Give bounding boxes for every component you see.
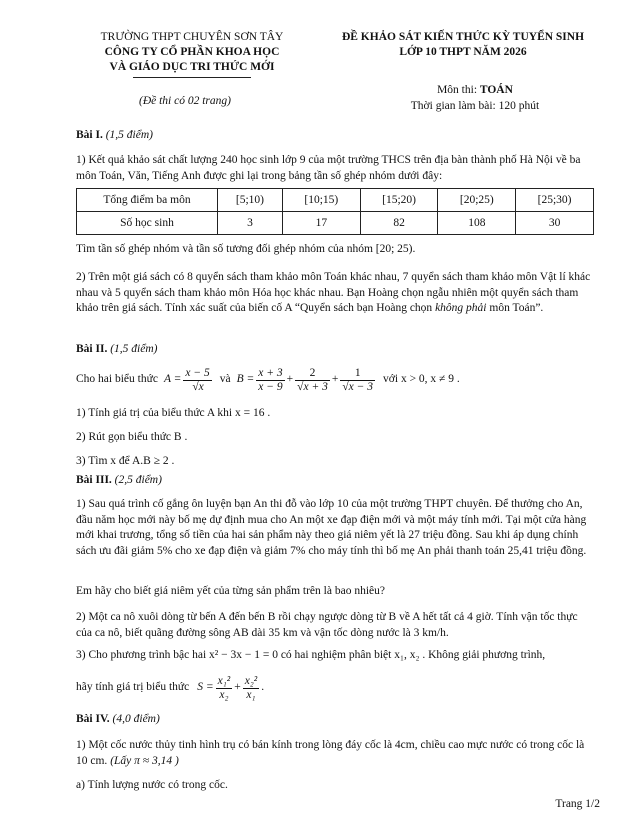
section-3-title: Bài III. <box>76 474 112 486</box>
section-3-p1-ask: Em hãy cho biết giá niêm yết của từng sản phẩm trên là bao nhiêu? <box>76 585 385 597</box>
school-name: TRƯỜNG THPT CHUYÊN SƠN TÂY <box>100 31 284 43</box>
section-4-pa: a) Tính lượng nước có trong cốc. <box>76 779 228 791</box>
section-1-title: Bài I. <box>76 129 103 141</box>
section-1-heading <box>76 128 596 144</box>
section-4-p1-text: 1) Một cốc nước thủy tinh hình trụ có bán kính trong lòng đáy cốc là 4cm, chiều cao mực nước có trong cốc là 10 cm. <box>76 739 585 767</box>
exam-title-line-2: LỚP 10 THPT NĂM 2026 <box>399 46 527 58</box>
section-4-p1-note: (Lấy π ≈ 3,14 ) <box>110 754 179 767</box>
section-3-points: (2,5 điểm) <box>114 474 162 486</box>
expression-a-label: A = <box>163 373 182 386</box>
exam-info <box>360 82 590 114</box>
expression-b-term-2: $\frac{2}{√x + 3}$ <box>297 366 328 393</box>
section-3-p3-text: hãy tính giá trị biểu thức <box>76 681 190 694</box>
pages-note: (Đề thi có 02 trang) <box>139 95 231 107</box>
expression-s-label: S = <box>197 681 214 694</box>
time-line: Thời gian làm bài: 120 phút <box>410 100 540 112</box>
section-3-p2: 2) Một ca nô xuôi dòng từ bến A đến bến B rồi chạy ngược dòng từ B về A hết tất cả 4 giờ. Tính vận tốc thực của ca nô, biết quãng đường sông AB dài 35 km và vận tốc dòng nước là 3 km/h. <box>76 611 578 639</box>
section-2-q2: 2) Rút gọn biểu thức B . <box>76 431 188 443</box>
table-cell: [15;20) <box>360 189 438 212</box>
table-cell: 17 <box>282 212 360 235</box>
section-3-p1: 1) Sau quá trình cố gắng ôn luyện bạn An thi đỗ vào lớp 10 của một trường THPT chuyên. Để thưởng cho An, đầu năm học mới này bố mẹ dự định mua cho An một xe đạp điện mới và một máy tính mới. Tại một cửa hàng mới khai trương, tổng số tiền của hai sản phẩm này theo giá niêm yết là 27 triệu đồng. Sau khi áp dụng chính sách ưu đãi giảm 5% cho xe đạp điện và giảm 7% cho máy tính thì bố mẹ An phải thanh toán 25,41 triệu đồng. <box>76 498 587 557</box>
table-cell: 30 <box>516 212 594 235</box>
exam-title-line-1: ĐỀ KHẢO SÁT KIẾN THỨC KỲ TUYỂN SINH <box>341 31 585 43</box>
section-1-points: (1,5 điểm) <box>105 129 153 141</box>
subject-line <box>360 82 590 98</box>
expression-a-fraction: $\frac{x - 5}{√x}$ <box>185 366 210 393</box>
table-cell: Tổng điểm ba môn <box>77 189 218 212</box>
section-2-title: Bài II. <box>76 343 108 355</box>
section-2-expressions: Cho hai biểu thức A = $\frac{x - 5}{√x}$ và B = $\frac{x + 3}{x - 9}$ + $\frac{2}{√x + 3}$ + $\frac{1}{√x - 3}$ với x > 0, x ≠ 9 . <box>76 366 460 393</box>
frequency-table <box>76 188 594 235</box>
company-line-2: VÀ GIÁO DỤC TRI THỨC MỚI <box>109 61 275 73</box>
table-row <box>77 212 594 235</box>
section-3-heading <box>76 473 596 489</box>
header-right <box>318 30 608 60</box>
table-cell: [20;25) <box>438 189 516 212</box>
section-2-q3: 3) Tìm x để A.B ≥ 2 . <box>76 455 175 467</box>
section-1-q2-emphasis: không phải <box>435 302 487 314</box>
section-2-q1: 1) Tính giá trị của biểu thức A khi x = 16 . <box>76 407 271 419</box>
table-cell: [5;10) <box>218 189 283 212</box>
section-2-condition: với x > 0, x ≠ 9 . <box>383 373 460 386</box>
section-2-and: và <box>219 373 231 386</box>
section-1-q2 <box>76 270 596 317</box>
table-cell: 3 <box>218 212 283 235</box>
subject-value: TOÁN <box>479 84 513 96</box>
section-2-heading <box>76 342 596 358</box>
header-underline <box>133 77 251 78</box>
section-1-q1-ask: Tìm tần số ghép nhóm và tần số tương đối ghép nhóm của nhóm [20; 25). <box>76 243 416 255</box>
subject-label: Môn thi: <box>437 84 478 96</box>
table-cell: 108 <box>438 212 516 235</box>
section-1-q1-text: 1) Kết quả khảo sát chất lượng 240 học sinh lớp 9 của một trường THCS trên địa bàn thành phố Hà Nội về ba môn Toán, Văn, Tiếng Anh được ghi lại trong bảng tần số ghép nhóm dưới đây: <box>76 154 581 182</box>
table-cell: [10;15) <box>282 189 360 212</box>
expression-b-label: B = <box>236 373 255 386</box>
section-2-intro: Cho hai biểu thức <box>76 373 158 386</box>
section-3-p3: 3) Cho phương trình bậc hai x² − 3x − 1 = 0 có hai nghiệm phân biệt x₁, x₂ . Không giải phương trình, <box>76 649 546 661</box>
expression-b-term-1: $\frac{x + 3}{x - 9}$ <box>258 366 283 393</box>
expression-s-term-1: $\frac{\text{x₁²}}{\text{x₂}}$ <box>217 674 231 701</box>
section-2-points: (1,5 điểm) <box>110 343 158 355</box>
section-4-title: Bài IV. <box>76 713 110 725</box>
table-cell: 82 <box>360 212 438 235</box>
section-1-q2-end: môn Toán”. <box>486 302 544 314</box>
section-4-heading <box>76 712 596 728</box>
section-1-q2-text: 2) Trên một giá sách có 8 quyển sách tham khảo môn Toán khác nhau, 7 quyển sách tham khảo môn Vật lí khác nhau và 5 quyển sách tham khảo môn Hóa học khác nhau. Bạn Hoàng chọn ngẫu nhiên một quyển sách tham khảo trên giá sách. Tính xác suất của biến cố A “Quyển sách bạn Hoàng chọn <box>76 271 591 314</box>
section-4-p1 <box>76 738 596 769</box>
header-left <box>62 30 322 78</box>
table-header-row <box>77 189 594 212</box>
section-3-p3-expression: hãy tính giá trị biểu thức S = $\frac{\text{x₁²}}{\text{x₂}}$ + $\frac{\text{x₂²}}{\text{x₁}}$ . <box>76 674 265 701</box>
expression-b-term-3: $\frac{1}{√x - 3}$ <box>342 366 374 393</box>
table-cell: Số học sinh <box>77 212 218 235</box>
section-4-points: (4,0 điểm) <box>112 713 160 725</box>
company-line-1: CÔNG TY CỔ PHẦN KHOA HỌC <box>104 46 280 58</box>
expression-s-term-2: $\frac{\text{x₂²}}{\text{x₁}}$ <box>244 674 258 701</box>
page-number: Trang 1/2 <box>555 798 600 810</box>
table-cell: [25;30) <box>516 189 594 212</box>
